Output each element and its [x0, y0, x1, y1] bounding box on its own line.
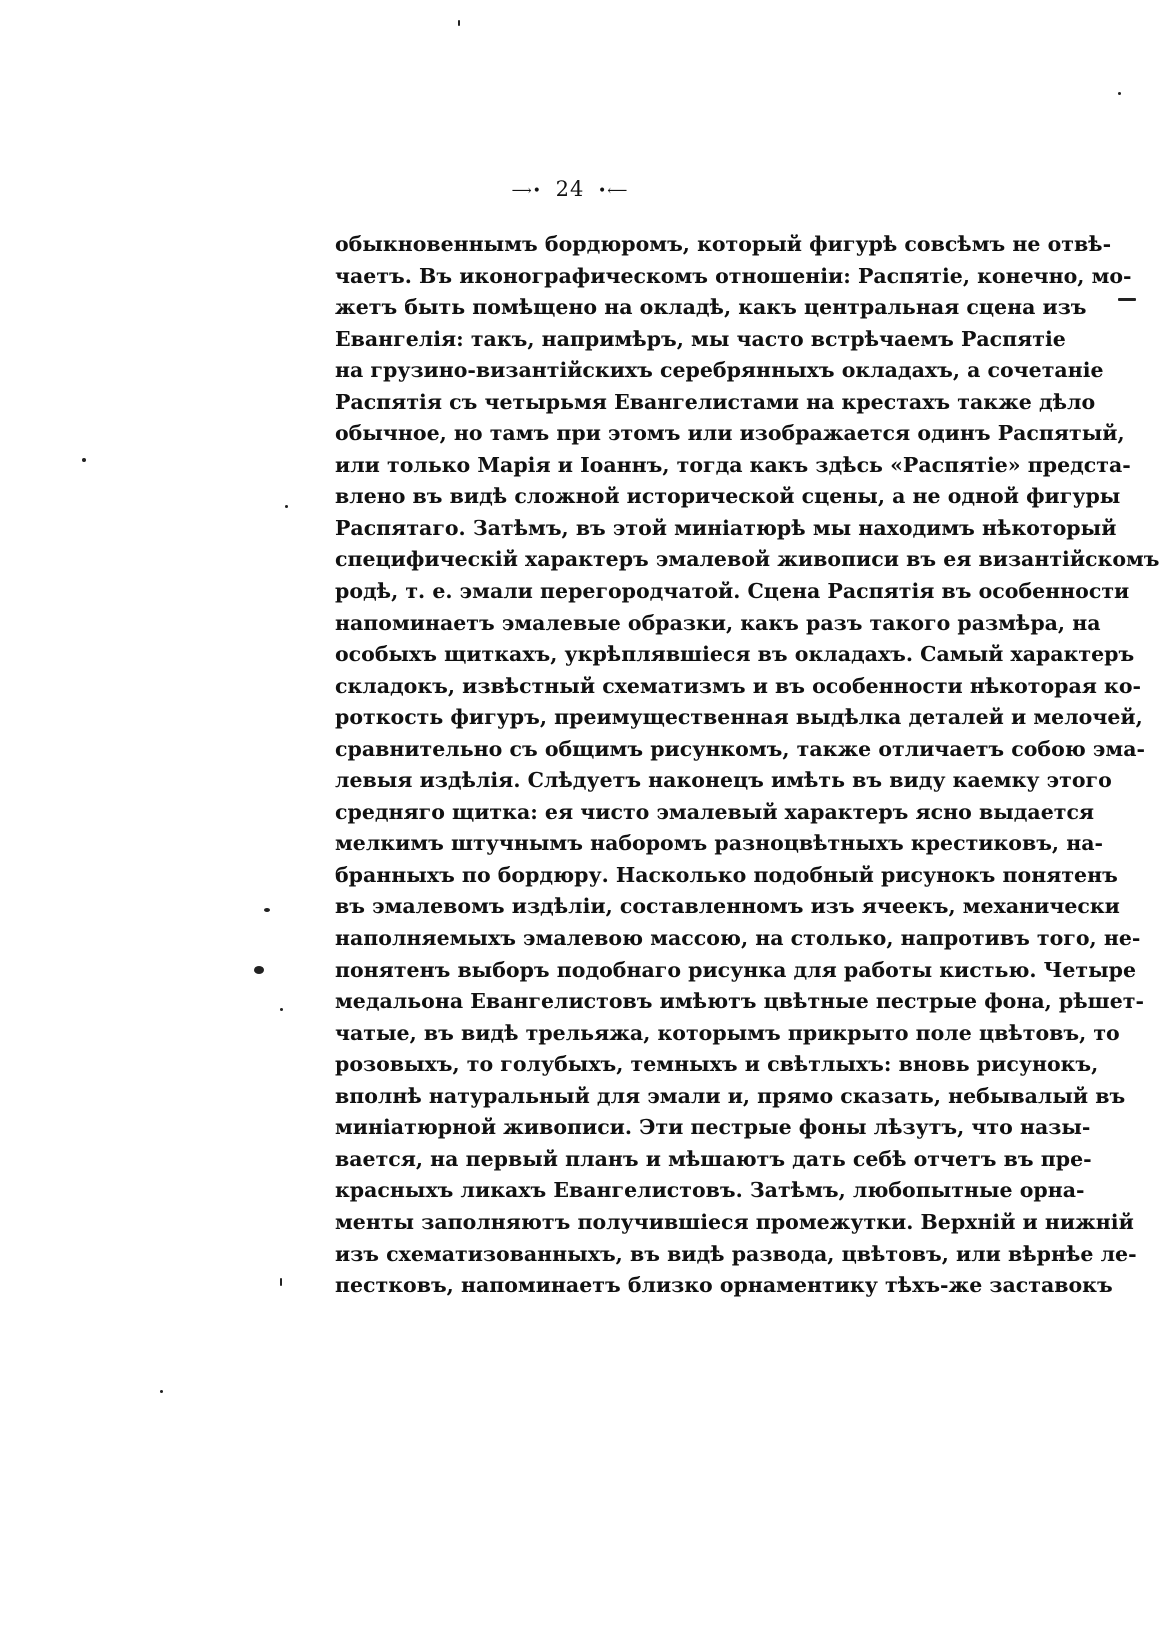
ornament-left-icon: ⟶• [511, 182, 542, 199]
body-text [335, 229, 1160, 1302]
text-line: мелкимъ штучнымъ наборомъ разноцвѣтныхъ крестиковъ, на- [335, 831, 1103, 856]
scan-speck [280, 1008, 283, 1011]
scan-speck [160, 1390, 163, 1393]
text-line: родѣ, т. е. эмали перегородчатой. Сцена Распятiя въ особенности [335, 579, 1130, 604]
text-line: или только Марiя и Iоаннъ, тогда какъ здѣсь «Распятiе» предста- [335, 452, 1131, 477]
text-line: менты заполняютъ получившiеся промежутки. Верхнiй и нижнiй [335, 1209, 1134, 1234]
text-line: изъ схематизованныхъ, въ видѣ развода, цвѣтовъ, или вѣрнѣе ле- [335, 1241, 1137, 1266]
text-line: специфическiй характеръ эмалевой живописи въ ея византiйскомъ [335, 547, 1160, 572]
ornament-right-icon: •⟵ [598, 182, 629, 199]
text-line: чаетъ. Въ иконографическомъ отношенiи: Распятiе, конечно, мо- [335, 263, 1132, 288]
text-line: въ эмалевомъ издѣлiи, составленномъ изъ ячеекъ, механически [335, 894, 1120, 919]
text-line: напоминаетъ эмалевые образки, какъ разъ такого размѣра, на [335, 610, 1101, 635]
scan-speck [458, 20, 460, 26]
text-line: бранныхъ по бордюру. Насколько подобный рисунокъ понятенъ [335, 862, 1118, 887]
text-line: миніатюрной живописи. Эти пестрые фоны лѣзутъ, что назы- [335, 1115, 1091, 1140]
text-line: влено въ видѣ сложной исторической сцены, а не одной фигуры [335, 484, 1121, 509]
scan-speck [280, 1278, 282, 1286]
scan-speck [285, 505, 288, 508]
text-line: левыя издѣлiя. Слѣдуетъ наконецъ имѣть въ виду каемку этого [335, 768, 1112, 793]
text-line: средняго щитка: ея чисто эмалевый характеръ ясно выдается [335, 799, 1095, 824]
scan-speck [254, 966, 264, 974]
text-line: вается, на первый планъ и мѣшаютъ дать себѣ отчетъ въ пре- [335, 1146, 1092, 1171]
text-line: Евангелiя: такъ, напримѣръ, мы часто встрѣчаемъ Распятiе [335, 326, 1066, 351]
text-line: обыкновеннымъ бордюромъ, который фигурѣ совсѣмъ не отвѣ- [335, 232, 1112, 256]
text-line: понятенъ выборъ подобнаго рисунка для работы кистью. Четыре [335, 957, 1137, 982]
text-line: на грузино-византiйскихъ серебрянныхъ окладахъ, а сочетанiе [335, 358, 1104, 383]
text-line: медальона Евангелистовъ имѣютъ цвѣтные пестрые фона, рѣшет- [335, 989, 1144, 1014]
text-line: чатые, въ видѣ трельяжа, которымъ прикрыто поле цвѣтовъ, то [335, 1020, 1120, 1045]
scan-speck [1118, 298, 1136, 301]
scan-speck [1118, 92, 1121, 95]
page-number: 24 [555, 177, 585, 201]
text-line: жетъ быть помѣщено на окладѣ, какъ центральная сцена изъ [335, 295, 1087, 320]
text-line: пестковъ, напоминаетъ близко орнаментику тѣхъ-же заставокъ [335, 1273, 1113, 1298]
text-line: Распятiя съ четырьмя Евангелистами на крестахъ также дѣло [335, 389, 1096, 414]
text-line: обычное, но тамъ при этомъ или изображается одинъ Распятый, [335, 421, 1125, 446]
text-line: красныхъ ликахъ Евангелистовъ. Затѣмъ, любопытные орна- [335, 1178, 1085, 1203]
text-line: роткость фигуръ, преимущественная выдѣлка деталей и мелочей, [335, 705, 1143, 730]
scan-speck [264, 908, 270, 912]
text-line: складокъ, извѣстный схематизмъ и въ особенности нѣкоторая ко- [335, 673, 1142, 698]
scan-speck [82, 458, 86, 462]
text-line: сравнительно съ общимъ рисункомъ, также отличаетъ собою эма- [335, 736, 1146, 761]
text-line: особыхъ щиткахъ, укрѣплявшiеся въ окладахъ. Самый характеръ [335, 642, 1135, 667]
text-line: вполнѣ натуральный для эмали и, прямо сказать, небывалый въ [335, 1083, 1126, 1108]
page-header [0, 176, 1140, 204]
text-line: Распятаго. Затѣмъ, въ этой миніатюрѣ мы находимъ нѣкоторый [335, 515, 1117, 540]
text-line: наполняемыхъ эмалевою массою, на столько, напротивъ того, не- [335, 926, 1141, 951]
text-line: розовыхъ, то голубыхъ, темныхъ и свѣтлыхъ: вновь рисунокъ, [335, 1052, 1099, 1077]
